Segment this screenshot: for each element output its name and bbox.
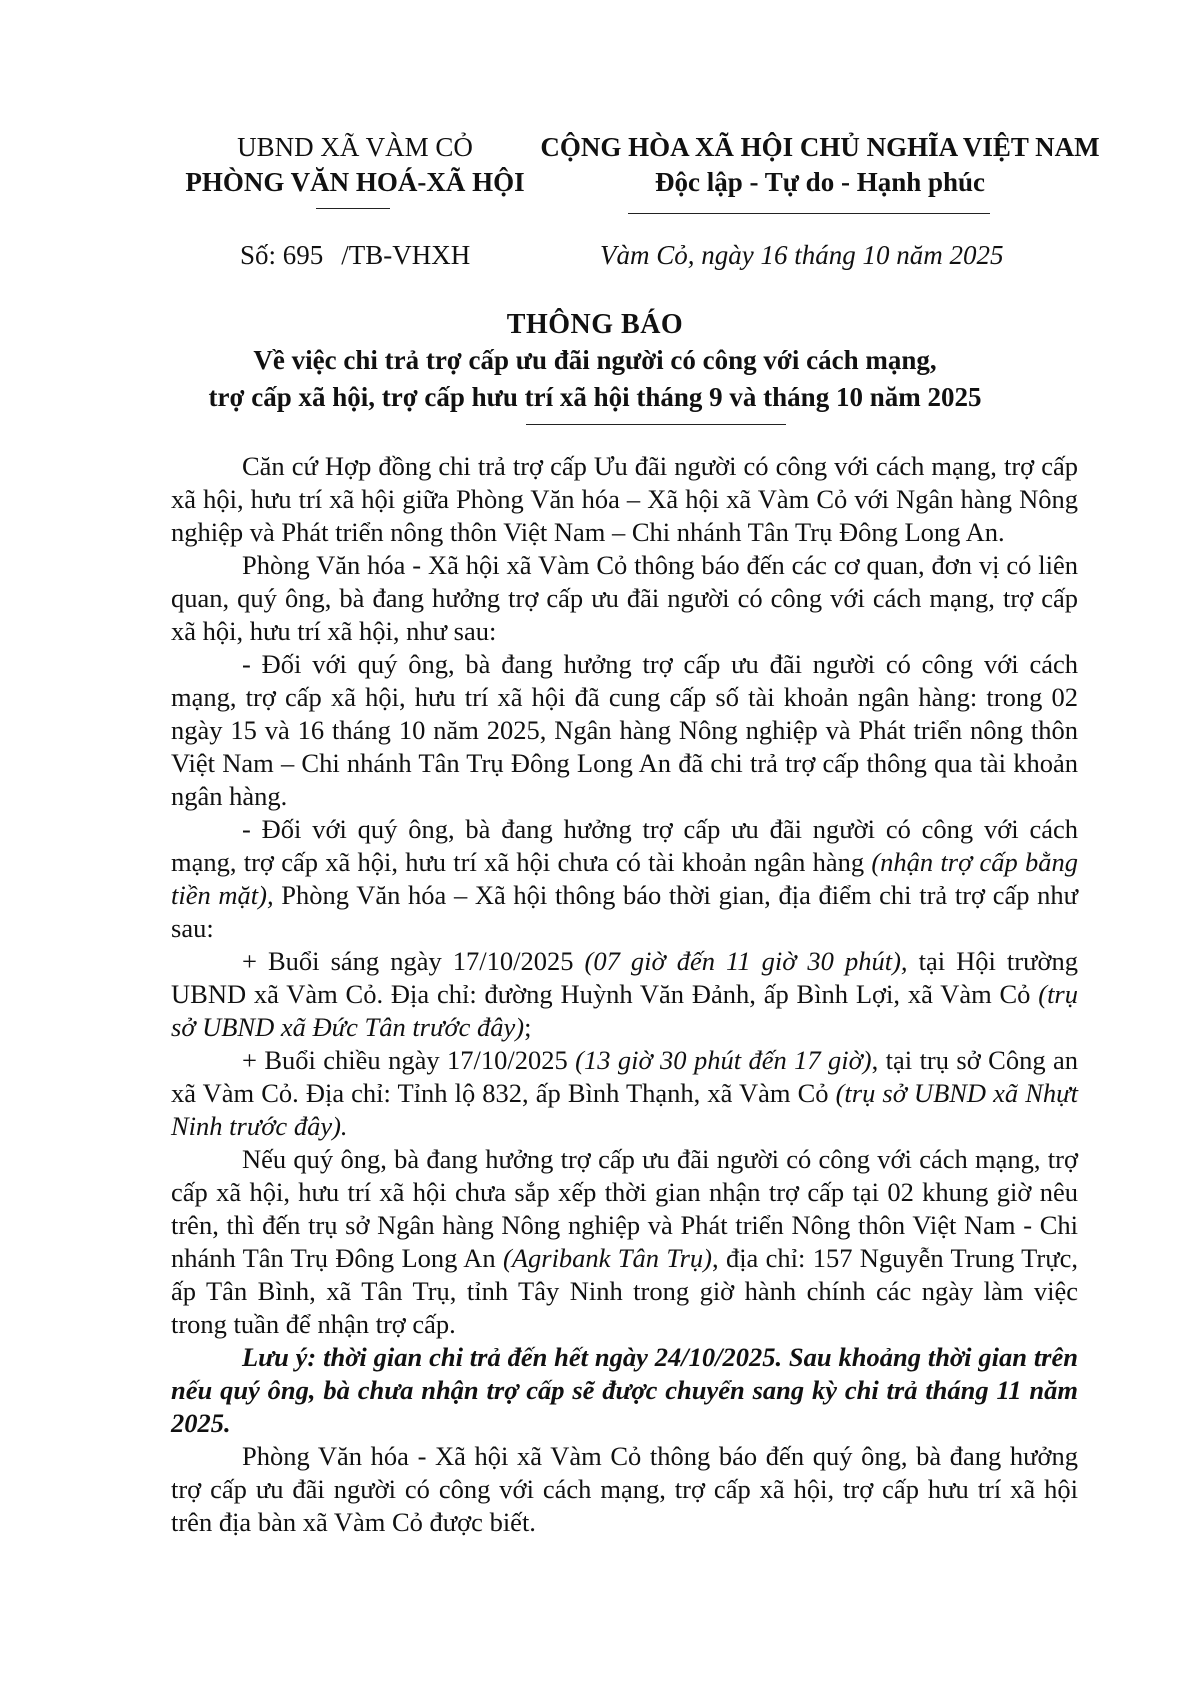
cash-text-a: - Đối với quý ông, bà đang hưởng trợ cấp ưu đãi người có công với cách mạng, trợ cấp xã hội, hưu trí xã hội chưa có tài khoản ngân hàng [171,814,1078,877]
paragraph-bank-account: - Đối với quý ông, bà đang hưởng trợ cấp ưu đãi người có công với cách mạng, trợ cấp xã hội, hưu trí xã hội đã cung cấp số tài khoản ngân hàng: trong 02 ngày 15 và 16 tháng 10 năm 2025, Ngân hàng Nông nghiệp và Phát triển nông thôn Việt Nam – Chi nhánh Tân Trụ Đông Long An đã chi trả trợ cấp thông qua tài khoản ngân hàng. [171,649,1078,811]
national-motto: Độc lập - Tự do - Hạnh phúc [654,167,986,197]
paragraph-announcement: Phòng Văn hóa - Xã hội xã Vàm Cỏ thông báo đến các cơ quan, đơn vị có liên quan, quý ông, bà đang hưởng trợ cấp ưu đãi người có công với cách mạng, trợ cấp xã hội, hưu trí xã hội, như sau: [171,550,1078,646]
issuer-divider [316,208,390,209]
cash-text-b: (nhận trợ cấp bằng tiền mặt), [171,847,1078,910]
morning-text-b: (07 giờ đến 11 giờ 30 phút), [584,946,908,976]
alternative-text-a: Nếu quý ông, bà đang hưởng trợ cấp ưu đãi người có công với cách mạng, trợ cấp xã hội, hưu trí xã hội chưa sắp xếp thời gian nhận trợ cấp tại 02 khung giờ nêu trên, thì đến trụ sở Ngân hàng Nông nghiệp và Phát triển Nông thôn Việt Nam - Chi nhánh Tân Trụ Đông Long An [171,1144,1078,1273]
number-value: 695 [282,240,324,270]
paragraph-morning [171,945,1078,1044]
place-date: Vàm Cỏ, ngày 16 tháng 10 năm 2025 [600,240,1004,270]
title-divider [526,424,786,425]
afternoon-text-d: (trụ sở UBND xã Nhựt Ninh trước đây). [171,1078,1078,1141]
issuer-parent: UBND XÃ VÀM CỎ [237,132,473,162]
alternative-text-c: , địa chỉ: 157 Nguyễn Trung Trực, ấp Tân Bình, xã Tân Trụ, tỉnh Tây Ninh trong giờ hành chính các ngày làm việc trong tuần để nhận trợ cấp. [171,1243,1078,1339]
national-title: CỘNG HÒA XÃ HỘI CHỦ NGHĨA VIỆT NAM [540,132,1100,162]
document-subject-line1: Về việc chi trả trợ cấp ưu đãi người có công với cách mạng, [253,345,937,375]
morning-text-c: tại Hội trường UBND xã Vàm Cỏ. Địa chỉ: đường Huỳnh Văn Đảnh, ấp Bình Lợi, xã Vàm Cỏ [171,946,1078,1009]
national-motto-block [535,130,1105,200]
paragraph-closing: Phòng Văn hóa - Xã hội xã Vàm Cỏ thông báo đến quý ông, bà đang hưởng trợ cấp ưu đãi người có công với cách mạng, trợ cấp xã hội, trợ cấp hưu trí xã hội trên địa bàn xã Vàm Cỏ được biết. [171,1441,1078,1537]
motto-divider [628,213,990,214]
afternoon-text-c: , tại trụ sở Công an xã Vàm Cỏ. Địa chỉ: Tỉnh lộ 832, ấp Bình Thạnh, xã Vàm Cỏ [171,1045,1078,1108]
paragraph-note: Lưu ý: thời gian chi trả đến hết ngày 24/10/2025. Sau khoảng thời gian trên nếu quý ông, bà chưa nhận trợ cấp sẽ được chuyển sang kỳ chi trả tháng 11 năm 2025. [171,1342,1078,1438]
afternoon-text-a: + Buổi chiều ngày 17/10/2025 [242,1045,576,1075]
morning-text-e: ; [524,1012,532,1042]
document-body [171,450,1078,1539]
afternoon-text-b: (13 giờ 30 phút đến 17 giờ) [575,1045,872,1075]
cash-text-c: Phòng Văn hóa – Xã hội thông báo thời gian, địa điểm chi trả trợ cấp như sau: [171,880,1078,943]
document-subject-line2: trợ cấp xã hội, trợ cấp hưu trí xã hội tháng 9 và tháng 10 năm 2025 [208,382,982,412]
number-prefix: Số: [240,240,283,270]
paragraph-cash [171,813,1078,945]
paragraph-alternative [171,1143,1078,1341]
issuer-department: PHÒNG VĂN HOÁ-XÃ HỘI [185,167,525,197]
document-title: THÔNG BÁO [506,309,684,340]
document-number [240,240,470,271]
alternative-text-b: (Agribank Tân Trụ) [503,1243,712,1273]
morning-text-a: + Buổi sáng ngày 17/10/2025 [242,946,585,976]
morning-text-d: (trụ sở UBND xã Đức Tân trước đây) [171,979,1078,1042]
issuer-block [160,130,550,200]
number-suffix: /TB-VHXH [341,240,471,270]
paragraph-basis: Căn cứ Hợp đồng chi trả trợ cấp Ưu đãi người có công với cách mạng, trợ cấp xã hội, hưu trí xã hội giữa Phòng Văn hóa – Xã hội xã Vàm Cỏ với Ngân hàng Nông nghiệp và Phát triển nông thôn Việt Nam – Chi nhánh Tân Trụ Đông Long An. [171,451,1078,547]
paragraph-afternoon [171,1044,1078,1143]
